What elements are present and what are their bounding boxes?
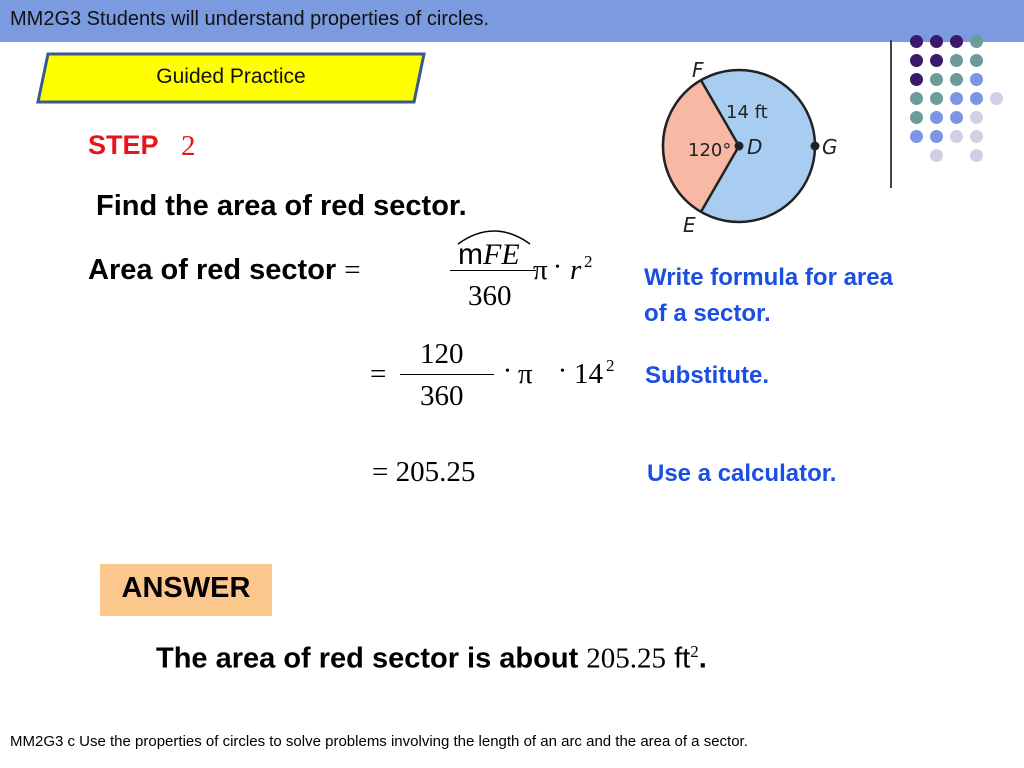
circle-diagram <box>650 50 850 240</box>
decor-dot <box>970 149 983 162</box>
guided-practice-label: Guided Practice <box>156 65 306 88</box>
decor-dot-grid <box>900 30 1010 170</box>
decor-dot <box>950 73 963 86</box>
formula-denominator: 360 <box>468 280 512 312</box>
point-g-marker <box>811 142 820 151</box>
task-instruction: Find the area of red sector. <box>96 190 467 222</box>
decor-dot <box>930 54 943 67</box>
decor-dot <box>930 149 943 162</box>
formula-arc-fe: FE <box>483 238 520 271</box>
substitute-fraction-bar <box>400 374 494 375</box>
decor-dot <box>930 111 943 124</box>
decor-dot <box>910 111 923 124</box>
substitute-note: Substitute. <box>645 362 769 389</box>
final-answer-unit: ft <box>674 642 691 675</box>
formula-note-line-1: Write formula for area <box>644 264 893 291</box>
formula-fraction-bar <box>450 270 536 271</box>
result-line <box>372 456 475 489</box>
decor-dot <box>970 73 983 86</box>
decor-dot <box>990 92 1003 105</box>
label-e: E <box>683 213 696 237</box>
decor-dot <box>950 111 963 124</box>
substitute-radius: 14 <box>574 358 603 390</box>
decor-dot <box>930 92 943 105</box>
footer-standard: MM2G3 c Use the properties of circles to solve problems involving the length of an arc and the area of a sector. <box>10 733 748 750</box>
decor-dot <box>950 130 963 143</box>
substitute-denominator: 360 <box>420 380 464 412</box>
formula-pi: π <box>533 254 548 286</box>
decor-dot <box>970 92 983 105</box>
formula-note <box>644 260 893 332</box>
final-answer <box>156 642 707 676</box>
decor-dot <box>910 92 923 105</box>
result-equals: = <box>372 456 389 488</box>
decor-dot <box>950 92 963 105</box>
slide-header-title: MM2G3 Students will understand properties of circles. <box>10 8 490 30</box>
decor-dot <box>970 111 983 124</box>
formula-numerator <box>458 238 520 272</box>
formula-dot: • <box>555 260 560 275</box>
formula-label-text: Area of red sector <box>88 254 337 286</box>
decor-dot <box>970 35 983 48</box>
result-value: 205.25 <box>395 456 476 488</box>
substitute-numerator: 120 <box>420 338 464 370</box>
decor-divider <box>890 40 892 188</box>
decor-dot <box>930 35 943 48</box>
decor-dot <box>970 54 983 67</box>
final-answer-value: 205.25 <box>586 642 667 675</box>
decor-dot <box>910 54 923 67</box>
decor-dot <box>930 73 943 86</box>
formula-m: m <box>458 238 483 271</box>
final-answer-period: . <box>698 642 707 675</box>
center-point <box>735 142 744 151</box>
label-g: G <box>822 135 838 159</box>
substitute-dot-1: • <box>505 364 510 379</box>
formula-note-line-2: of a sector. <box>644 300 771 327</box>
decor-dot <box>950 54 963 67</box>
final-answer-prefix: The area of red sector is about <box>156 642 579 675</box>
angle-label: 120° <box>688 140 732 161</box>
final-answer-exponent: 2 <box>690 642 699 661</box>
formula-equals: = <box>344 254 361 286</box>
substitute-dot-2: • <box>560 364 565 379</box>
decor-dot <box>950 35 963 48</box>
label-f: F <box>692 58 704 82</box>
step-number: 2 <box>181 130 196 162</box>
label-d: D <box>747 135 763 159</box>
decor-dot <box>910 35 923 48</box>
result-note: Use a calculator. <box>647 460 837 487</box>
decor-dot <box>970 130 983 143</box>
radius-label: 14 ft <box>726 102 768 123</box>
step-word: STEP <box>88 130 159 160</box>
decor-dot <box>910 73 923 86</box>
answer-label: ANSWER <box>121 572 251 604</box>
substitute-exponent: 2 <box>606 356 615 375</box>
decor-dot <box>930 130 943 143</box>
formula-label <box>88 254 361 287</box>
substitute-pi: π <box>518 358 533 390</box>
decor-dot <box>910 130 923 143</box>
formula-exponent: 2 <box>584 252 593 271</box>
substitute-equals: = <box>370 358 387 390</box>
formula-r: r <box>570 254 582 286</box>
